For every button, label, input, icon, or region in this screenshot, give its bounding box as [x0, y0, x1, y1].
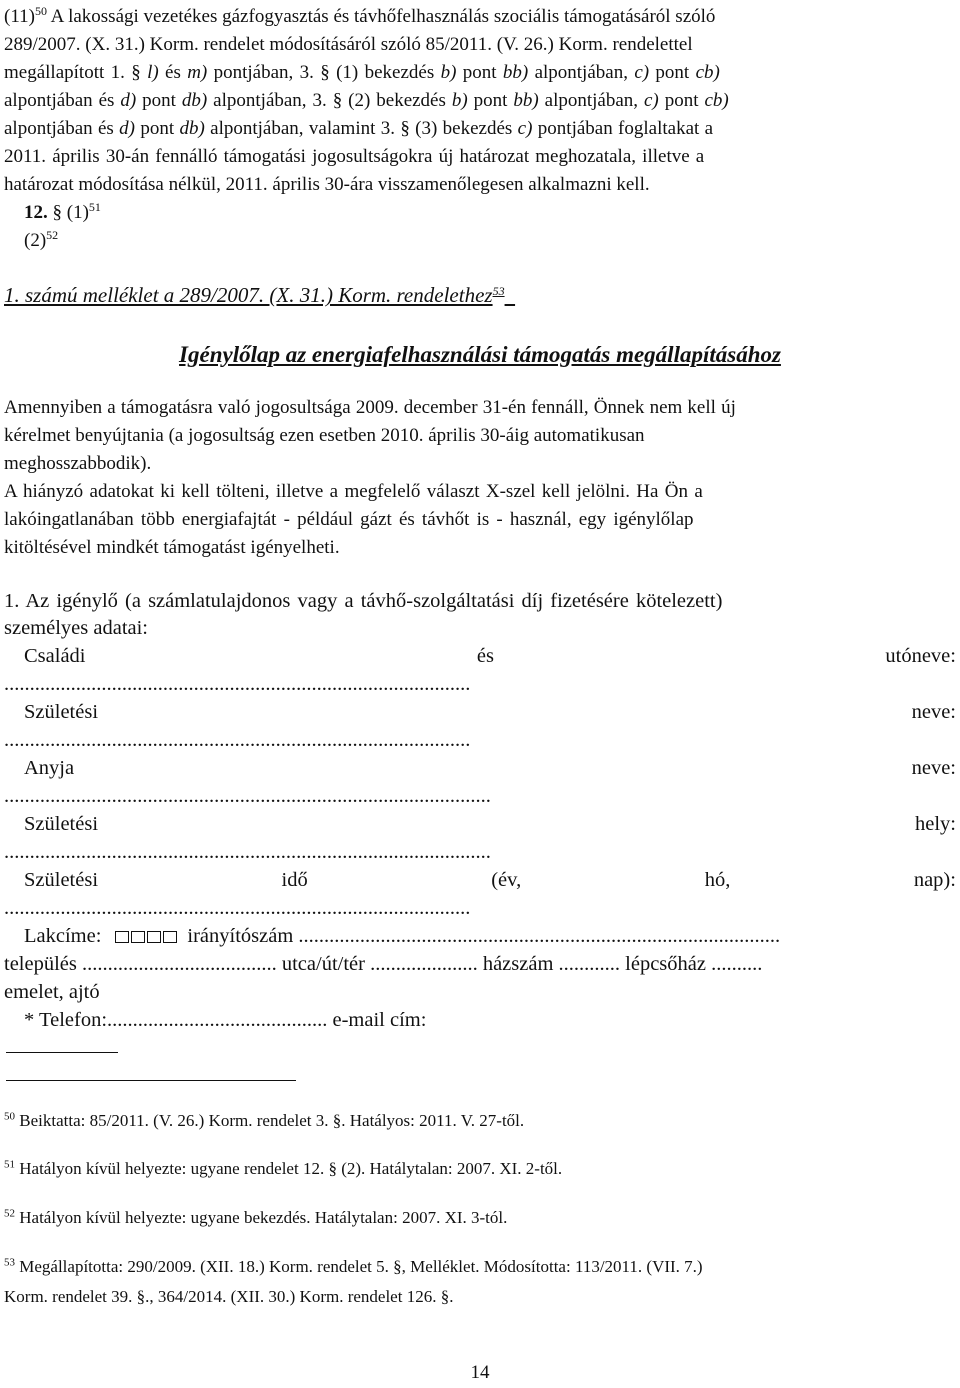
footnote-ref-50[interactable]: 50: [34, 3, 47, 18]
birth-place-label: Születési hely:: [24, 813, 956, 835]
postal-code-boxes[interactable]: [115, 931, 177, 943]
family-name-field[interactable]: ...........................................................................................: [4, 673, 471, 695]
postal-digit-box[interactable]: [163, 931, 177, 943]
section1-line-2: személyes adatai:: [4, 617, 149, 639]
para2-line-2: lakóingatlanában több energiafajtát - például gázt és távhőt is - használ, egy igénylőlap: [4, 509, 694, 530]
footnote-ref-51[interactable]: 51: [88, 199, 101, 214]
para1-line-1: Amennyiben a támogatásra való jogosultsága 2009. december 31-én fennáll, Önnek nem kell új: [4, 397, 736, 418]
intro-line-1: $(11)^{50}$ A lakossági vezetékes gázfogyasztás és távhőfelhasználás szociális támogatásáról szóló: [4, 3, 716, 27]
section-12-para-2: $(2)^{52}$: [24, 227, 59, 251]
phone-email-line[interactable]: * Telefon:........................................... e-mail cím:: [24, 1009, 427, 1031]
footnote-51: $^{51}$ Hatályon kívül helyezte: ugyane rendelet 12. § (2). Hatálytalan: 2007. XI. 2-től.: [4, 1158, 563, 1178]
address-line-1: Lakcíme: irányítószám ..............................................................................................: [24, 925, 781, 947]
section-rule: [6, 1052, 118, 1053]
annex-heading: 1. számú melléklet a 289/2007. (X. 31.) Korm. rendelethez$^{53}$: [4, 283, 505, 307]
postal-digit-box[interactable]: [147, 931, 161, 943]
footnote-separator: [6, 1080, 296, 1081]
birth-name-field[interactable]: ...........................................................................................: [4, 729, 471, 751]
para1-line-2: kérelmet benyújtania (a jogosultság ezen esetben 2010. április 30-áig automatikusan: [4, 425, 645, 446]
intro-line-5: alpontjában és d) pont db) alpontjában, valamint 3. § (3) bekezdés c) pontjában foglaltakat a: [4, 118, 714, 139]
birth-place-field[interactable]: ...............................................................................................: [4, 841, 491, 863]
footnote-ref-52[interactable]: 52: [46, 227, 59, 242]
para2-line-3: kitöltésével mindkét támogatást igényelheti.: [4, 537, 340, 558]
postal-digit-box[interactable]: [131, 931, 145, 943]
para2-line-1: A hiányzó adatokat ki kell tölteni, illetve a megfelelő választ X-szel kell jelölni. Ha Ön a: [4, 481, 703, 502]
section1-line-1: 1. Az igénylő (a számlatulajdonos vagy a távhő-szolgáltatási díj fizetésére kötelezett): [4, 590, 723, 612]
intro-line-7: határozat módosítása nélkül, 2011. április 30-ára visszamenőlegesen alkalmazni kell.: [4, 174, 650, 195]
section-12: 12. § $(1)^{51}$: [24, 199, 101, 223]
footnote-52: $^{52}$ Hatályon kívül helyezte: ugyane bekezdés. Hatálytalan: 2007. XI. 3-tól.: [4, 1207, 508, 1227]
birth-date-label: Születési idő (év, hó, nap):: [24, 869, 956, 891]
footnote-50: $^{50}$ Beiktatta: 85/2011. (V. 26.) Korm. rendelet 3. §. Hatályos: 2011. V. 27-től.: [4, 1110, 525, 1130]
postal-digit-box[interactable]: [115, 931, 129, 943]
address-line-2[interactable]: település ...................................... utca/út/tér ..................... házszám ............ lépcsőház ..........: [4, 953, 763, 975]
page-number: 14: [470, 1362, 490, 1383]
intro-line-3: megállapított 1. § l) és m) pontjában, 3. § (1) bekezdés b) pont bb) alpontjában, c) pont cb): [4, 62, 720, 83]
mother-name-field[interactable]: ...............................................................................................: [4, 785, 491, 807]
intro-line-6: 2011. április 30-án fennálló támogatási jogosultságokra új határozat meghozatala, illetve a: [4, 146, 705, 167]
intro-line-4: alpontjában és d) pont db) alpontjában, 3. § (2) bekezdés b) pont bb) alpontjában, c) pont cb): [4, 90, 729, 111]
address-line-3[interactable]: emelet, ajtó: [4, 981, 100, 1003]
family-name-label: Családi és utóneve:: [24, 645, 956, 667]
birth-name-label: Születési neve:: [24, 701, 956, 723]
form-title: Igénylőlap az energiafelhasználási támogatás megállapításához: [179, 342, 781, 367]
mother-name-label: Anyja neve:: [24, 757, 956, 779]
footnote-53: $^{53}$ Megállapította: 290/2009. (XII. 18.) Korm. rendelet 5. §, Melléklet. Módosította: 113/2011. (VII. 7.): [4, 1256, 703, 1276]
intro-line-2: 289/2007. (X. 31.) Korm. rendelet módosításáról szóló 85/2011. (V. 26.) Korm. rendelettel: [4, 34, 693, 55]
footnote-ref-53[interactable]: 53: [492, 283, 505, 298]
para1-line-3: meghosszabbodik).: [4, 453, 152, 474]
footnote-53-cont: Korm. rendelet 39. §., 364/2014. (XII. 30.) Korm. rendelet 126. §.: [4, 1287, 454, 1306]
birth-date-field[interactable]: ...........................................................................................: [4, 897, 471, 919]
